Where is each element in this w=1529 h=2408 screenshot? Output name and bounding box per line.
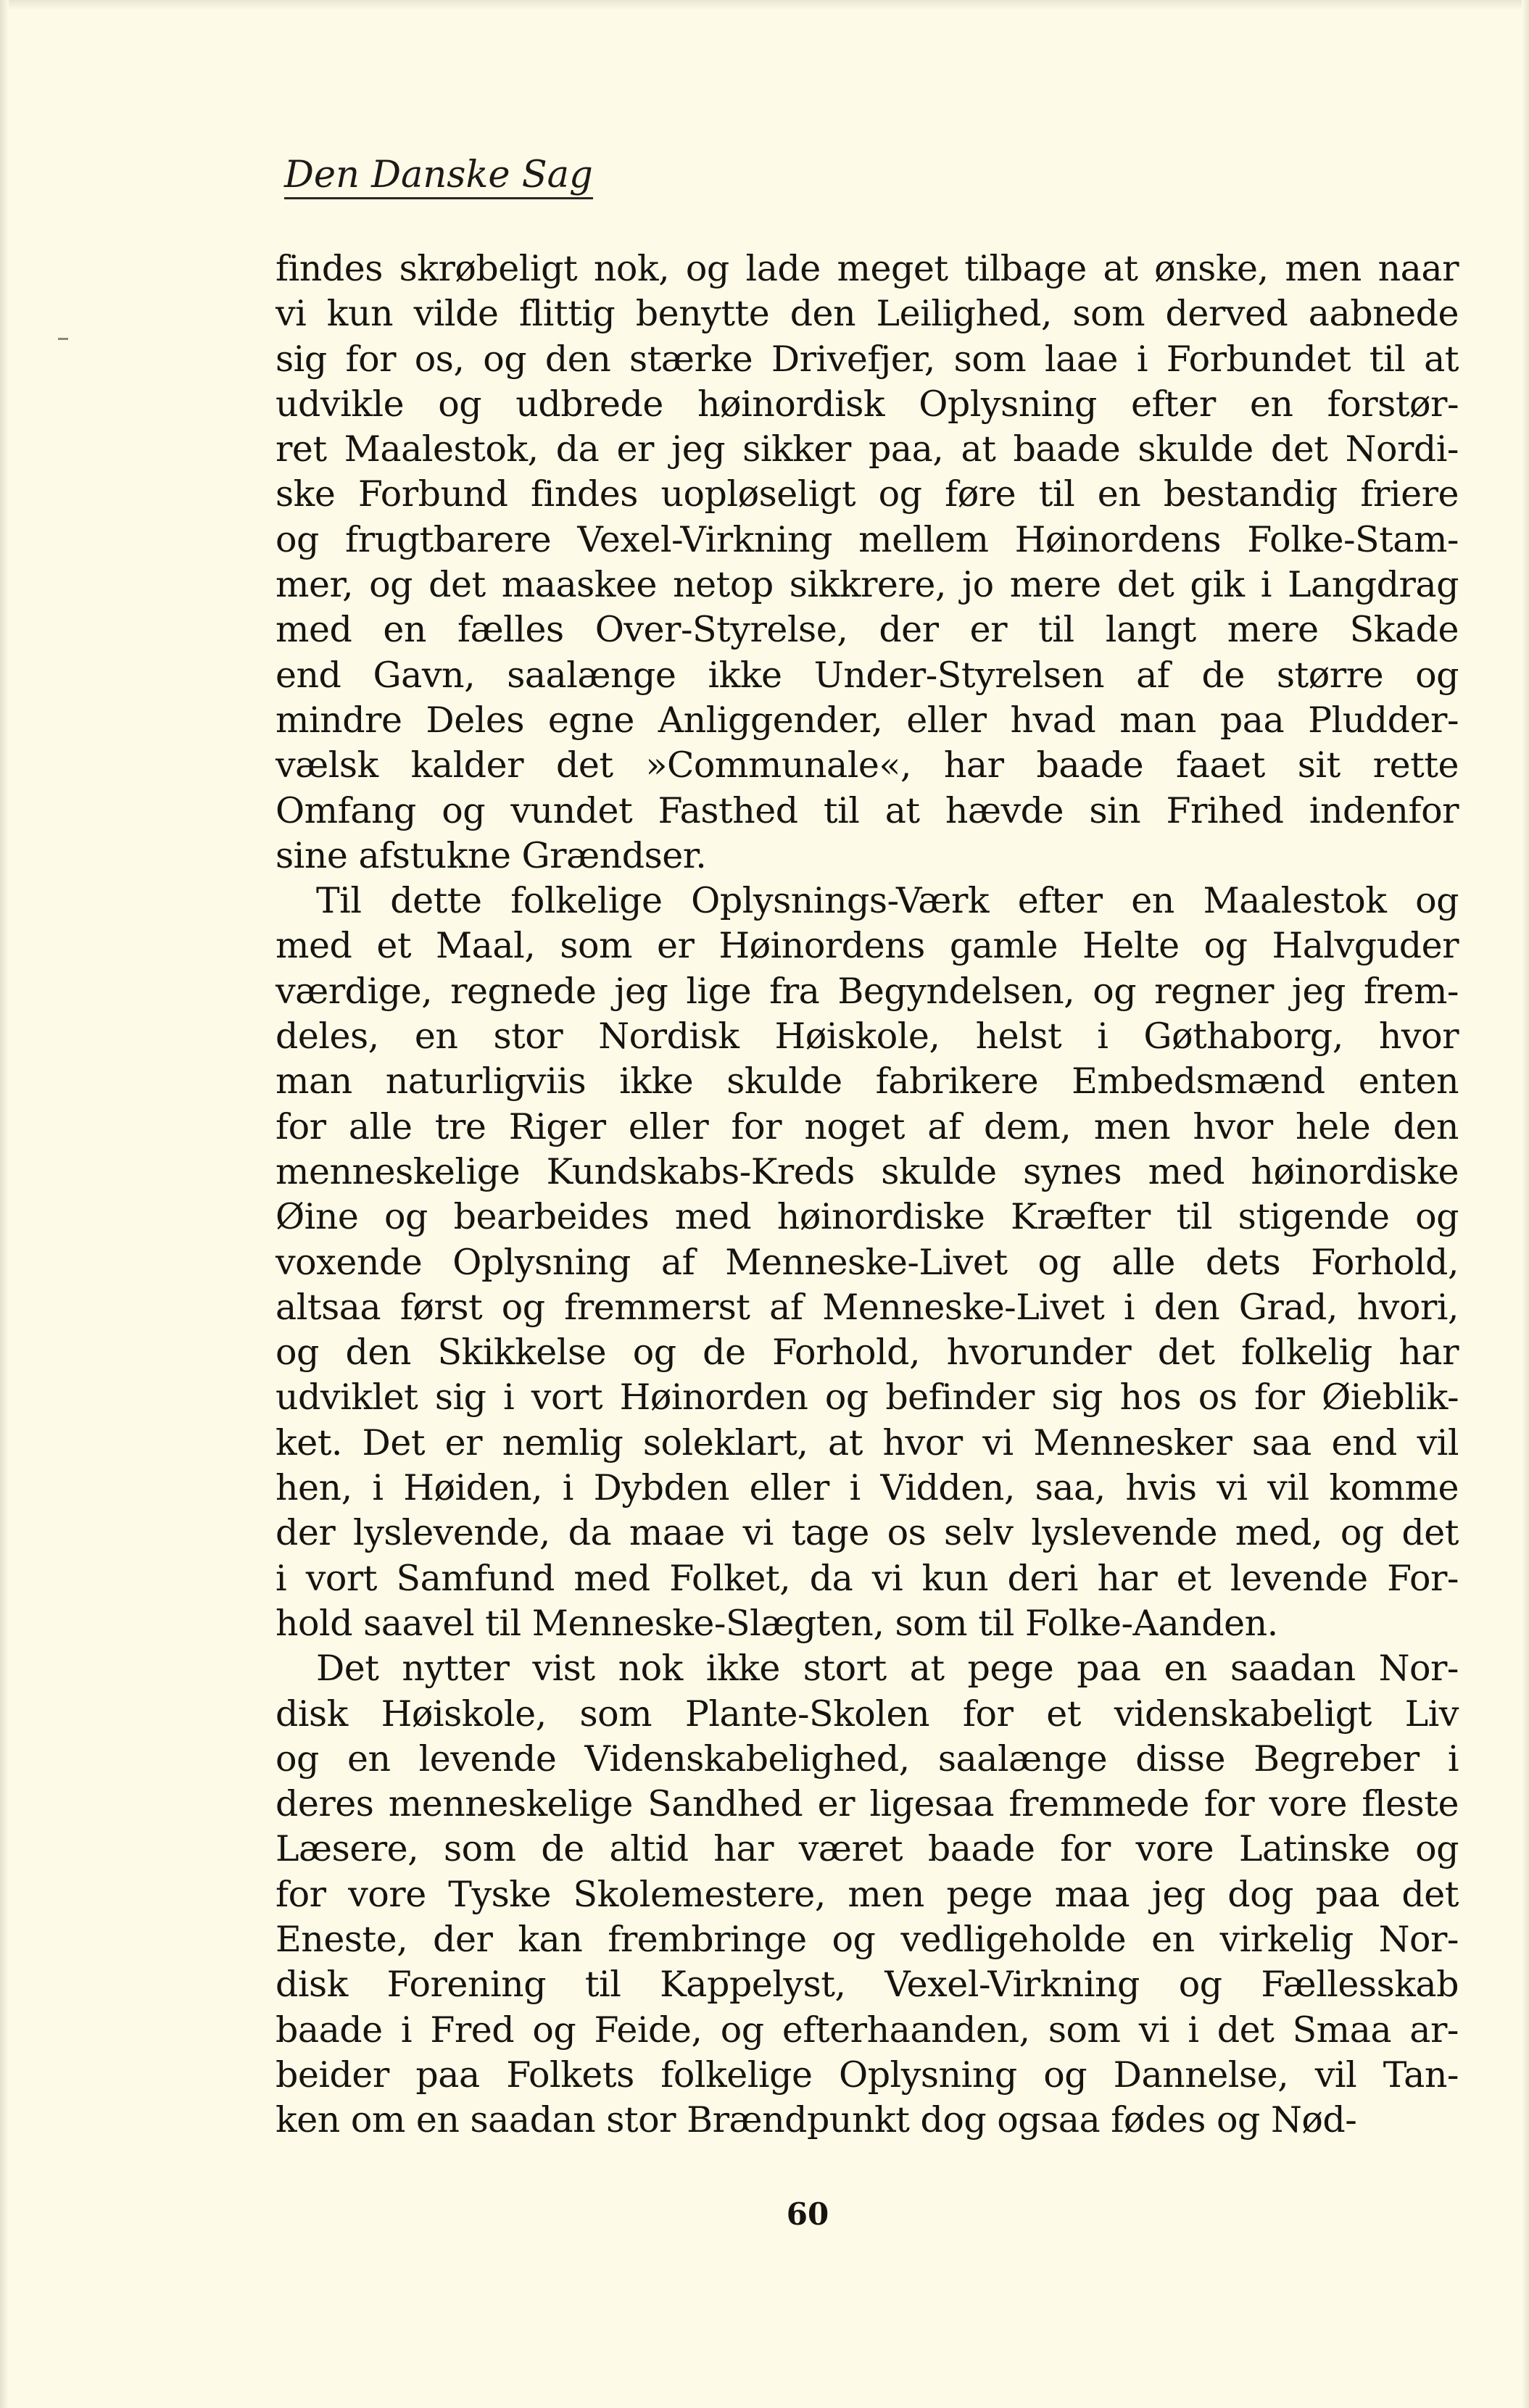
text-line: udvikle og udbrede høinordisk Oplysning efter en forstør-: [275, 383, 1459, 425]
text-line: Eneste, der kan frembringe og vedligeholde en virkelig Nor-: [275, 1918, 1459, 1960]
text-line: mindre Deles egne Anliggender, eller hvad man paa Pludder-: [275, 699, 1459, 741]
text-line: hold saavel til Menneske-Slægten, som til Folke-Aanden.: [275, 1602, 1278, 1644]
text-line: hen, i Høiden, i Dybden eller i Vidden, saa, hvis vi vil komme: [275, 1467, 1459, 1509]
text-line: altsaa først og fremmerst af Menneske-Livet i den Grad, hvori,: [275, 1286, 1459, 1328]
text-line: og en levende Videnskabelighed, saalænge disse Begreber i: [275, 1738, 1459, 1780]
margin-mark: [58, 338, 68, 340]
text-line: menneskelige Kundskabs-Kreds skulde synes med høinordiske: [275, 1150, 1459, 1192]
text-line: og den Skikkelse og de Forhold, hvorunder det folkelig har: [275, 1332, 1459, 1374]
paragraph: [275, 879, 1459, 1646]
text-line: voxende Oplysning af Menneske-Livet og alle dets Forhold,: [275, 1241, 1459, 1283]
text-line: disk Forening til Kappelyst, Vexel-Virkning og Fællesskab: [275, 1964, 1459, 2006]
text-line: for vore Tyske Skolemestere, men pege maa jeg dog paa det: [275, 1873, 1459, 1915]
text-line: værdige, regnede jeg lige fra Begyndelsen, og regner jeg frem-: [275, 970, 1459, 1012]
text-line: Læsere, som de altid har været baade for vore Latinske og: [275, 1828, 1459, 1870]
page-edge-left: [0, 0, 9, 2408]
text-line: sine afstukne Grændser.: [275, 834, 707, 876]
text-line: vælsk kalder det »Communale«, har baade faaet sit rette: [275, 744, 1459, 786]
text-line: Omfang og vundet Fasthed til at hævde sin Frihed indenfor: [275, 789, 1459, 831]
paragraph: [275, 246, 1459, 879]
text-line: ket. Det er nemlig soleklart, at hvor vi Mennesker saa end vil: [275, 1421, 1459, 1464]
text-line: Til dette folkelige Oplysnings-Værk efter en Maalestok og: [316, 880, 1459, 922]
text-line: ken om en saadan stor Brændpunkt dog ogsaa fødes og Nød-: [275, 2099, 1357, 2141]
text-line: ske Forbund findes uopløseligt og føre til en bestandig friere: [275, 473, 1459, 515]
text-line: beider paa Folkets folkelige Oplysning og Dannelse, vil Tan-: [275, 2054, 1459, 2096]
text-line: findes skrøbeligt nok, og lade meget tilbage at ønske, men naar: [275, 248, 1459, 289]
text-line: disk Høiskole, som Plante-Skolen for et videnskabeligt Liv: [275, 1693, 1459, 1735]
text-line: med et Maal, som er Høinordens gamle Helte og Halvguder: [275, 925, 1459, 967]
text-line: ret Maalestok, da er jeg sikker paa, at baade skulde det Nordi-: [275, 428, 1459, 470]
text-line: deles, en stor Nordisk Høiskole, helst i Gøthaborg, hvor: [275, 1016, 1459, 1058]
page-edge-top: [0, 0, 1529, 10]
text-line: med en fælles Over-Styrelse, der er til langt mere Skade: [275, 609, 1459, 651]
text-line: for alle tre Riger eller for noget af dem, men hvor hele den: [275, 1105, 1459, 1147]
body-text: [275, 246, 1459, 2143]
text-line: deres menneskelige Sandhed er ligesaa fremmede for vore fleste: [275, 1783, 1459, 1825]
text-line: Det nytter vist nok ikke stort at pege paa en saadan Nor-: [316, 1648, 1459, 1690]
paragraph: [275, 1646, 1459, 2143]
text-line: end Gavn, saalænge ikke Under-Styrelsen af de større og: [275, 654, 1459, 696]
text-line: og frugtbarere Vexel-Virkning mellem Høinordens Folke-Stam-: [275, 518, 1459, 560]
text-line: vi kun vilde flittig benytte den Leilighed, som derved aabnede: [275, 293, 1459, 335]
text-line: sig for os, og den stærke Drivefjer, som laae i Forbundet til at: [275, 338, 1459, 380]
page-number: 60: [786, 2196, 829, 2232]
text-line: der lyslevende, da maae vi tage os selv lyslevende med, og det: [275, 1512, 1459, 1554]
text-line: mer, og det maaskee netop sikkrere, jo mere det gik i Langdrag: [275, 564, 1459, 606]
text-line: baade i Fred og Feide, og efterhaanden, som vi i det Smaa ar-: [275, 2009, 1459, 2051]
running-head: Den Danske Sag: [284, 154, 593, 199]
page-edge-right: [1522, 0, 1529, 2408]
text-line: i vort Samfund med Folket, da vi kun deri har et levende For-: [275, 1557, 1459, 1599]
text-line: man naturligviis ikke skulde fabrikere Embedsmænd enten: [275, 1060, 1459, 1103]
text-line: udviklet sig i vort Høinorden og befinder sig hos os for Øieblik-: [275, 1377, 1459, 1419]
text-line: Øine og bearbeides med høinordiske Kræfter til stigende og: [275, 1196, 1459, 1238]
